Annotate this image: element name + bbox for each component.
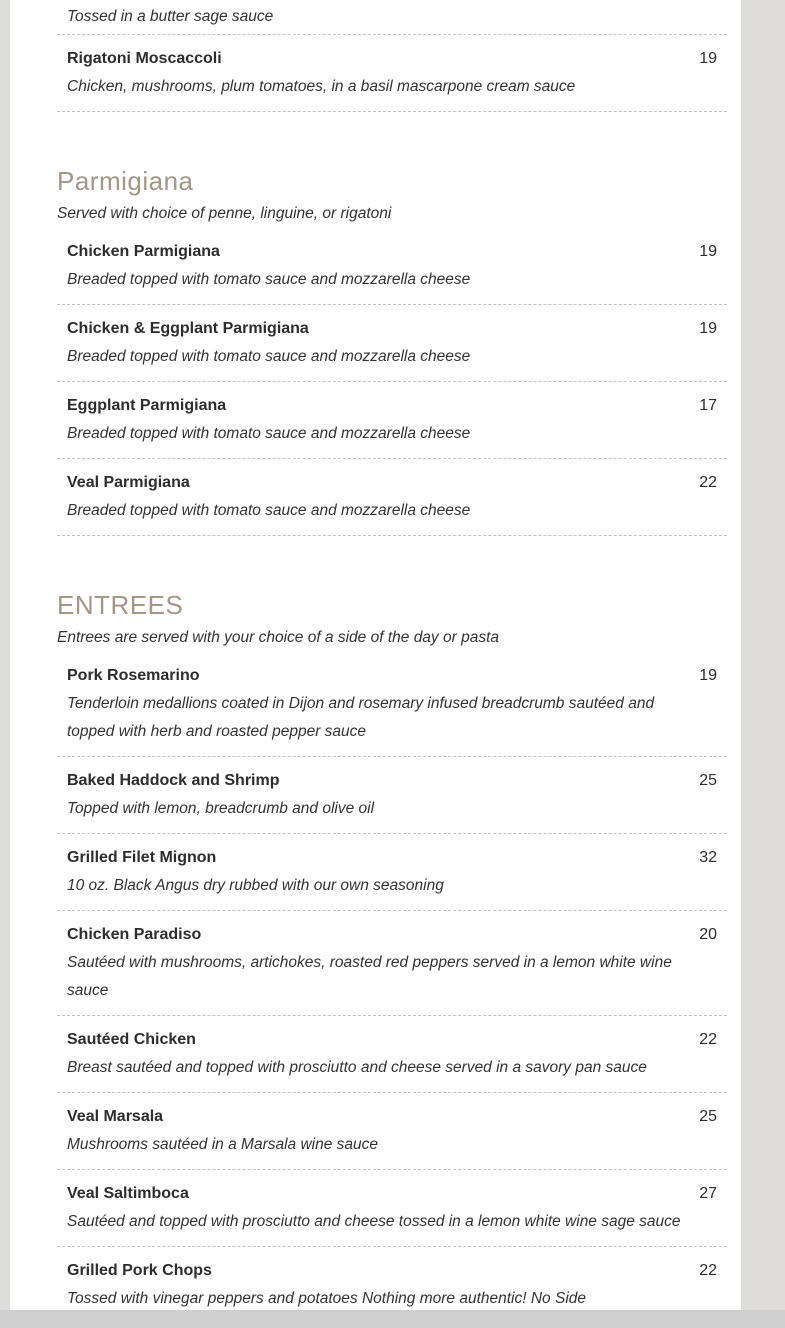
item-name: Grilled Pork Chops [67, 1262, 212, 1279]
item-description: Chicken, mushrooms, plum tomatoes, in a basil mascarpone cream sauce [67, 78, 576, 95]
item-row [67, 1180, 717, 1208]
item-name: Baked Haddock and Shrimp [67, 772, 280, 789]
menu-item [57, 1093, 727, 1170]
menu-section [57, 166, 727, 536]
item-row [67, 1103, 717, 1131]
menu-item [57, 228, 727, 305]
item-row [67, 238, 717, 266]
section-items [57, 652, 727, 1324]
menu-section [57, 590, 727, 1324]
item-row [67, 662, 717, 690]
item-name: Rigatoni Moscaccoli [67, 50, 222, 67]
item-row [67, 315, 717, 343]
item-row [67, 844, 717, 872]
menu-item [57, 382, 727, 459]
menu-item [57, 1170, 727, 1247]
item-description: Topped with lemon, breadcrumb and olive oil [67, 800, 375, 817]
section-subtitle: Served with choice of penne, linguine, or rigatoni [57, 205, 392, 222]
menu-item [57, 911, 727, 1016]
menu-sections [57, 166, 727, 1324]
item-name: Chicken Parmigiana [67, 243, 220, 260]
item-row [67, 921, 717, 949]
item-name: Sautéed Chicken [67, 1031, 196, 1048]
item-row [67, 767, 717, 795]
item-row [67, 1257, 717, 1285]
item-description: Sautéed and topped with prosciutto and cheese tossed in a lemon white wine sage sauce [67, 1213, 681, 1230]
menu-item-partial [57, 0, 727, 35]
item-name: Pork Rosemarino [67, 667, 200, 684]
item-name: Eggplant Parmigiana [67, 397, 227, 414]
item-price: 19 [699, 243, 717, 260]
section-title: ENTREES [57, 590, 184, 620]
item-price: 19 [699, 320, 717, 337]
menu-card [10, 0, 741, 1328]
item-name: Chicken & Eggplant Parmigiana [67, 320, 309, 337]
item-description: Breaded topped with tomato sauce and mozzarella cheese [67, 425, 471, 442]
menu-item [57, 305, 727, 382]
item-row [67, 392, 717, 420]
item-name: Chicken Paradiso [67, 926, 202, 943]
item-description: Sautéed with mushrooms, artichokes, roasted red peppers served in a lemon white wine sauce [67, 954, 672, 999]
item-price: 27 [699, 1185, 717, 1202]
item-name: Grilled Filet Mignon [67, 849, 217, 866]
item-description: Breaded topped with tomato sauce and mozzarella cheese [67, 502, 471, 519]
item-price: 32 [699, 849, 717, 866]
menu-item [57, 652, 727, 757]
item-description: Tossed in a butter sage sauce [67, 8, 274, 25]
menu-item [57, 35, 727, 112]
item-description: Breaded topped with tomato sauce and mozzarella cheese [67, 271, 471, 288]
item-price: 25 [699, 1108, 717, 1125]
item-description: Mushrooms sautéed in a Marsala wine sauce [67, 1136, 379, 1153]
item-description: Tossed with vinegar peppers and potatoes Nothing more authentic! No Side [67, 1290, 587, 1307]
item-description: Tenderloin medallions coated in Dijon and rosemary infused breadcrumb sautéed and topped with herb and roasted pepper sauce [67, 695, 655, 740]
item-description: Breaded topped with tomato sauce and mozzarella cheese [67, 348, 471, 365]
item-row [67, 469, 717, 497]
item-price: 19 [699, 50, 717, 67]
item-name: Veal Parmigiana [67, 474, 190, 491]
bottom-bar [0, 1310, 785, 1328]
item-row [67, 45, 717, 73]
menu-item [57, 459, 727, 536]
item-price: 20 [699, 926, 717, 943]
section-items [57, 228, 727, 536]
item-price: 25 [699, 772, 717, 789]
item-description: 10 oz. Black Angus dry rubbed with our own seasoning [67, 877, 444, 894]
menu-item [57, 757, 727, 834]
item-price: 17 [699, 397, 717, 414]
item-name: Veal Marsala [67, 1108, 164, 1125]
item-price: 19 [699, 667, 717, 684]
item-price: 22 [699, 1262, 717, 1279]
item-price: 22 [699, 474, 717, 491]
item-description: Breast sautéed and topped with prosciutto and cheese served in a savory pan sauce [67, 1059, 647, 1076]
menu-item [57, 1016, 727, 1093]
section-title: Parmigiana [57, 166, 194, 196]
menu-item [57, 834, 727, 911]
item-row [67, 1026, 717, 1054]
leading-items [57, 35, 727, 112]
item-price: 22 [699, 1031, 717, 1048]
section-subtitle: Entrees are served with your choice of a side of the day or pasta [57, 629, 499, 646]
item-name: Veal Saltimboca [67, 1185, 189, 1202]
